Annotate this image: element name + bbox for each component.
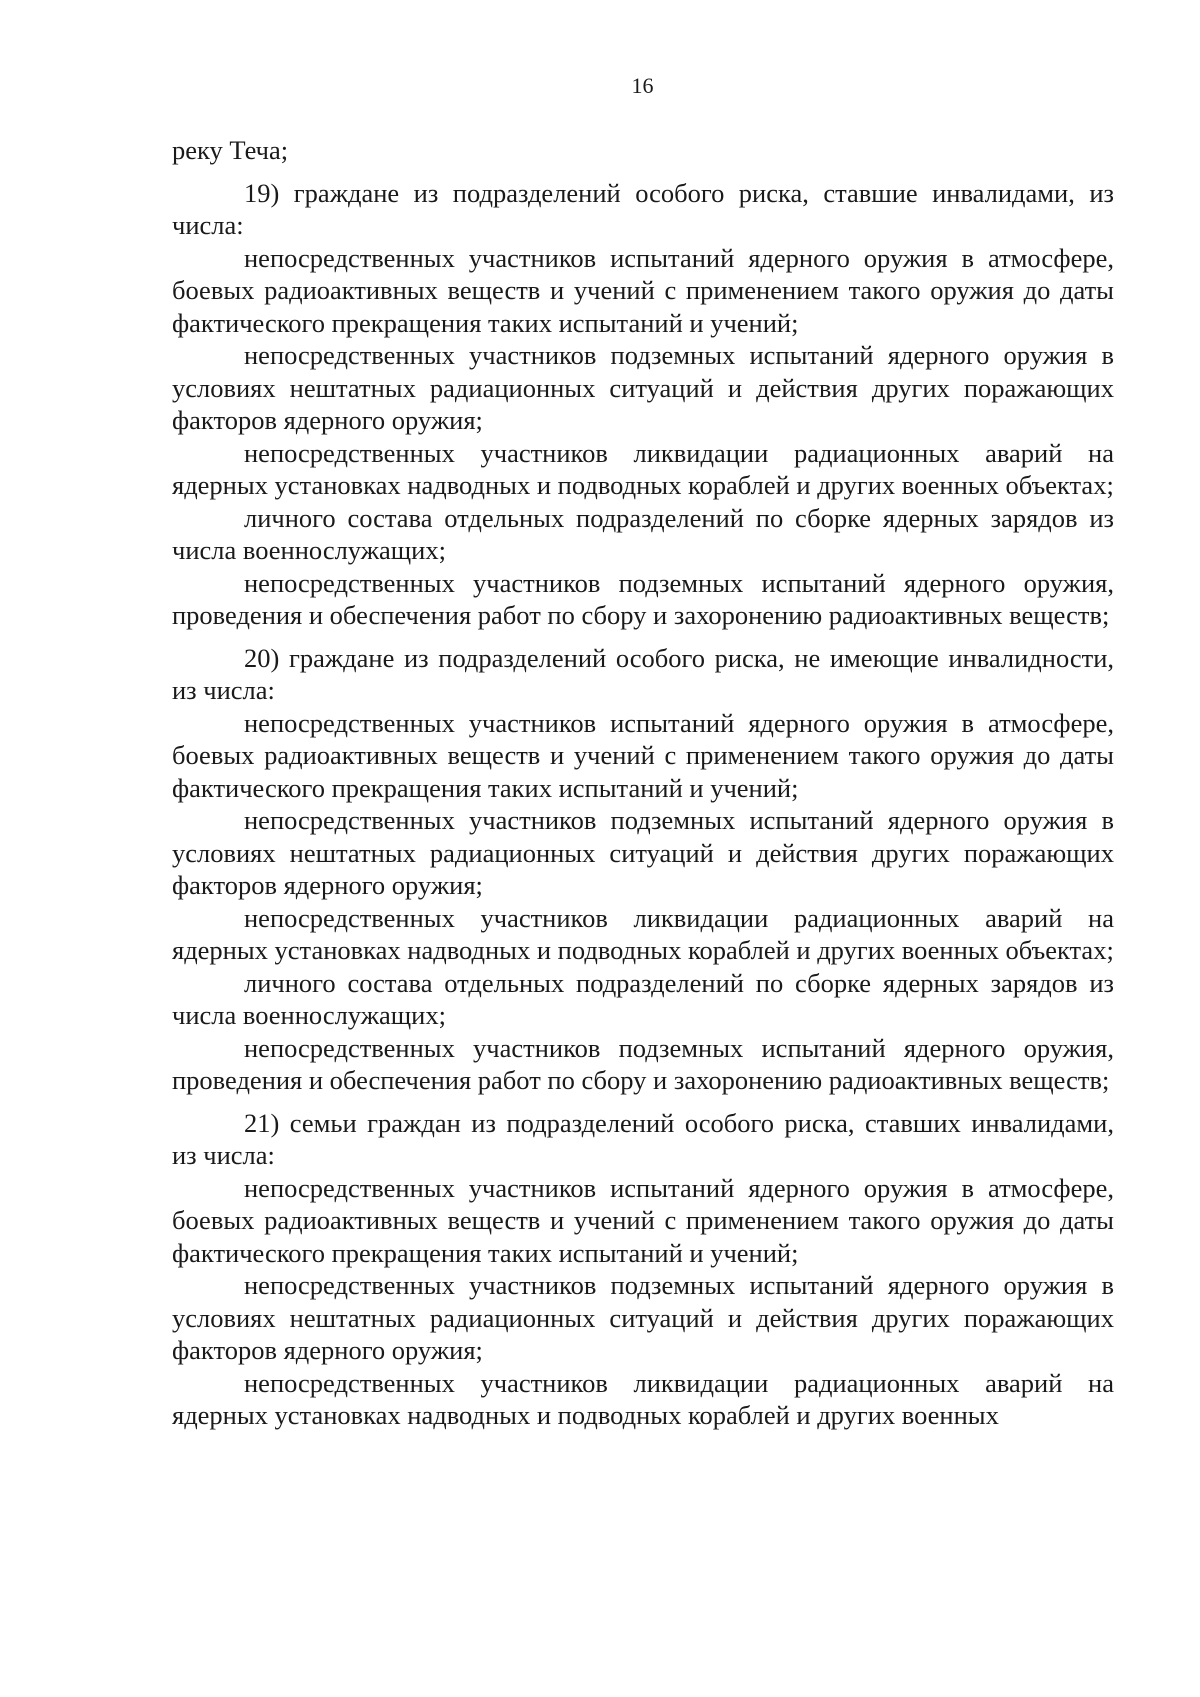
paragraph: 19) граждане из подразделений особого риска, ставшие инвалидами, из числа:: [172, 177, 1114, 240]
paragraph: реку Теча;: [172, 135, 289, 165]
paragraph: непосредственных участников подземных испытаний ядерного оружия в условиях нештатных радиационных ситуаций и действия других поражающих факторов ядерного оружия;: [172, 340, 1114, 435]
paragraph: непосредственных участников ликвидации радиационных аварий на ядерных установках надводных и подводных кораблей и других военных: [172, 1367, 1114, 1430]
paragraph: непосредственных участников подземных испытаний ядерного оружия в условиях нештатных радиационных ситуаций и действия других поражающих факторов ядерного оружия;: [172, 805, 1114, 900]
paragraph: непосредственных участников подземных испытаний ядерного оружия, проведения и обеспечения работ по сбору и захоронению радиоактивных веществ;: [172, 567, 1114, 630]
page-number: 16: [631, 73, 654, 98]
paragraph: непосредственных участников ликвидации радиационных аварий на ядерных установках надводных и подводных кораблей и других военных объектах;: [172, 437, 1114, 500]
paragraph: непосредственных участников испытаний ядерного оружия в атмосфере, боевых радиоактивных веществ и учений с применением такого оружия до даты фактического прекращения таких испытаний и учений;: [172, 707, 1114, 803]
paragraph: 21) семьи граждан из подразделений особого риска, ставших инвалидами, из числа:: [172, 1107, 1114, 1170]
paragraph: личного состава отдельных подразделений по сборке ядерных зарядов из числа военнослужащих;: [172, 967, 1114, 1030]
paragraph: непосредственных участников ликвидации радиационных аварий на ядерных установках надводных и подводных кораблей и других военных объектах;: [172, 902, 1114, 965]
paragraph: непосредственных участников испытаний ядерного оружия в атмосфере, боевых радиоактивных веществ и учений с применением такого оружия до даты фактического прекращения таких испытаний и учений;: [172, 1172, 1114, 1268]
paragraph: 20) граждане из подразделений особого риска, не имеющие инвалидности, из числа:: [172, 642, 1114, 705]
paragraph: непосредственных участников испытаний ядерного оружия в атмосфере, боевых радиоактивных веществ и учений с применением такого оружия до даты фактического прекращения таких испытаний и учений;: [172, 242, 1114, 338]
paragraph: непосредственных участников подземных испытаний ядерного оружия в условиях нештатных радиационных ситуаций и действия других поражающих факторов ядерного оружия;: [172, 1270, 1114, 1365]
paragraph: непосредственных участников подземных испытаний ядерного оружия, проведения и обеспечения работ по сбору и захоронению радиоактивных веществ;: [172, 1032, 1114, 1095]
document-body: [172, 134, 1114, 1432]
paragraph: личного состава отдельных подразделений по сборке ядерных зарядов из числа военнослужащих;: [172, 502, 1114, 565]
